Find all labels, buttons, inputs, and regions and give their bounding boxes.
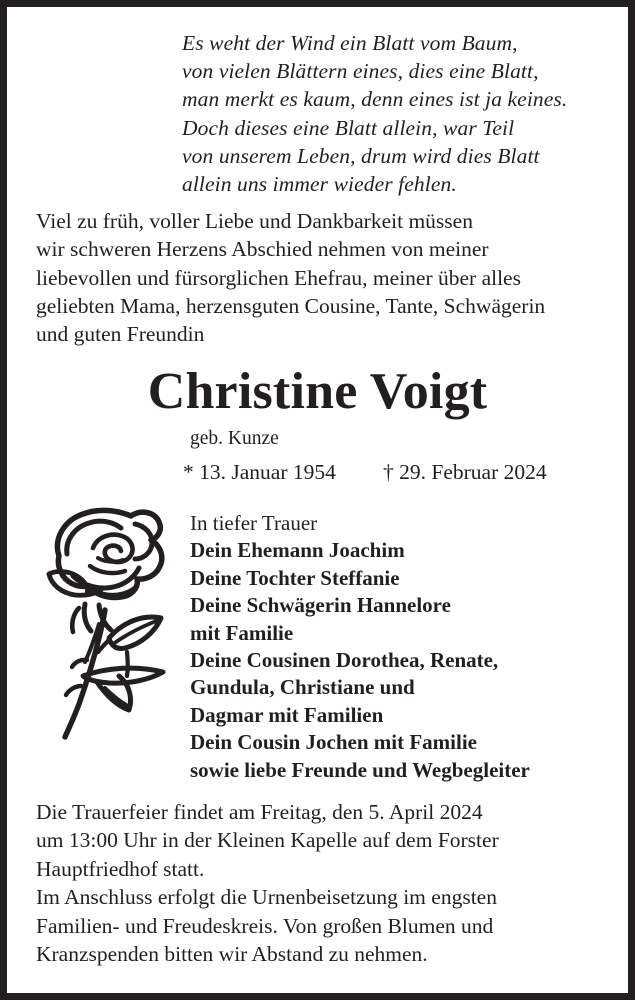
mourner-line: Dein Ehemann Joachim <box>190 538 405 563</box>
mourner-line: Gundula, Christiane und <box>190 675 415 700</box>
poem-line: Es weht der Wind ein Blatt vom Baum, <box>182 31 518 55</box>
intro-line: wir schweren Herzens Abschied nehmen von meiner <box>36 237 489 262</box>
closing-line: um 13:00 Uhr in der Kleinen Kapelle auf dem Forster <box>36 828 499 853</box>
poem-line: man merkt es kaum, denn eines ist ja keines. <box>182 87 568 112</box>
rose-illustration-container <box>43 504 183 744</box>
mourner-line: Deine Cousinen Dorothea, Renate, <box>190 648 499 673</box>
intro-line: und guten Freundin <box>36 322 205 347</box>
birth-date: * 13. Januar 1954 <box>183 460 336 484</box>
poem-block <box>182 29 622 198</box>
intro-line: liebevollen und fürsorglichen Ehefrau, meiner über alles <box>36 265 521 290</box>
closing-line: Kranzspenden bitten wir Abstand zu nehmen. <box>36 942 428 967</box>
life-dates <box>183 459 547 486</box>
mourner-line: mit Familie <box>190 620 294 645</box>
mourner-line: Deine Schwägerin Hannelore <box>190 593 451 618</box>
poem-line: allein uns immer wieder fehlen. <box>182 172 457 197</box>
funeral-details <box>36 798 621 968</box>
closing-line: Die Trauerfeier findet am Freitag, den 5. April 2024 <box>36 800 483 824</box>
intro-line: geliebten Mama, herzensguten Cousine, Tante, Schwägerin <box>36 293 546 318</box>
deceased-name: Christine Voigt <box>147 363 488 420</box>
poem-line: von vielen Blättern eines, dies eine Blatt, <box>182 59 539 84</box>
poem-line: von unserem Leben, drum wird dies Blatt <box>182 143 540 168</box>
intro-line: Viel zu früh, voller Liebe und Dankbarkeit müssen <box>36 209 473 233</box>
mourner-line: Dein Cousin Jochen mit Familie <box>190 730 477 755</box>
mourner-line: sowie liebe Freunde und Wegbegleiter <box>190 757 530 782</box>
deceased-maiden-name: geb. Kunze <box>190 428 279 449</box>
rose-icon <box>43 504 183 744</box>
death-date: † 29. Februar 2024 <box>383 460 547 484</box>
closing-line: Im Anschluss erfolgt die Urnenbeisetzung im engsten <box>36 885 497 910</box>
intro-paragraph <box>36 207 621 348</box>
mourner-line: Dagmar mit Familien <box>190 702 384 727</box>
closing-line: Hauptfriedhof statt. <box>36 856 205 881</box>
mourner-line: Deine Tochter Steffanie <box>190 565 400 590</box>
mourners-lead: In tiefer Trauer <box>190 511 318 535</box>
mourners-block <box>190 510 620 784</box>
poem-line: Doch dieses eine Blatt allein, war Teil <box>182 115 515 140</box>
closing-line: Familien- und Freudeskreis. Von großen Blumen und <box>36 913 494 938</box>
notice-sheet <box>7 7 628 993</box>
